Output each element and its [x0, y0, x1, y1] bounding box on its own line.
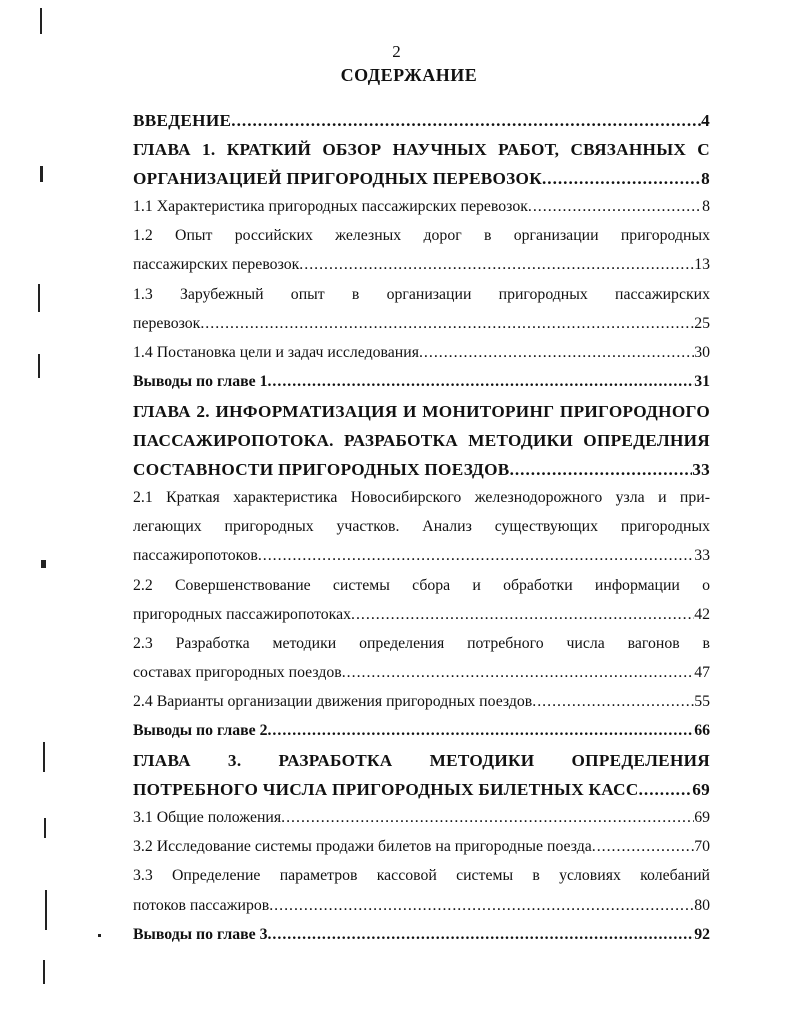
toc-line-text: ПОТРЕБНОГО ЧИСЛА ПРИГОРОДНЫХ БИЛЕТНЫХ КАСС	[133, 780, 639, 800]
toc-line-text: пассажирских перевозок	[133, 256, 300, 274]
toc-line	[133, 431, 710, 460]
toc-line	[133, 838, 710, 867]
toc-line	[133, 460, 710, 489]
toc-line	[133, 751, 710, 780]
toc-page-number: 69	[694, 809, 710, 827]
toc-dot-leader	[528, 198, 702, 216]
toc-line-text: ОРГАНИЗАЦИЕЙ ПРИГОРОДНЫХ ПЕРЕВОЗОК	[133, 169, 542, 189]
toc-dot-leader	[258, 547, 694, 565]
toc-page-number: 80	[694, 896, 710, 914]
toc-line	[133, 926, 710, 955]
toc-dot-leader	[351, 606, 694, 624]
toc-dot-leader	[200, 315, 694, 333]
toc-line-text: ГЛАВА 3. РАЗРАБОТКА МЕТОДИКИ ОПРЕДЕЛЕНИЯ	[133, 751, 710, 771]
toc-line	[133, 518, 710, 547]
toc-line-text: 3.2 Исследование системы продажи билетов на пригородные поезда	[133, 838, 592, 856]
toc-page-number: 47	[694, 663, 710, 681]
toc-page-number: 69	[692, 780, 710, 800]
toc-line-text: легающих пригородных участков. Анализ существующих пригородных	[133, 518, 710, 536]
toc-line	[133, 111, 710, 140]
toc-page-number: 92	[694, 925, 710, 943]
toc-line	[133, 315, 710, 344]
toc-line	[133, 402, 710, 431]
toc-page-number: 8	[702, 198, 710, 216]
toc-line	[133, 780, 710, 809]
toc-page-number: 66	[694, 721, 710, 739]
toc-page-number: 33	[692, 460, 710, 480]
toc-page-number: 70	[694, 838, 710, 856]
toc-page-number: 33	[694, 547, 710, 565]
toc-dot-leader	[267, 926, 694, 944]
toc-line	[133, 635, 710, 664]
toc-line	[133, 140, 710, 169]
toc-dot-leader	[281, 809, 694, 827]
toc-dot-leader	[542, 169, 701, 189]
toc-line-text: пассажиропотоков	[133, 547, 258, 565]
toc-dot-leader	[419, 344, 694, 362]
toc-page-number: 31	[694, 372, 710, 390]
toc-line-text: ГЛАВА 1. КРАТКИЙ ОБЗОР НАУЧНЫХ РАБОТ, СВЯЗАННЫХ С	[133, 140, 710, 160]
toc-line-text: 3.1 Общие положения	[133, 809, 282, 827]
toc-line	[133, 286, 710, 315]
scan-mark	[43, 742, 45, 772]
toc-page-number: 55	[694, 692, 710, 710]
toc-line	[133, 722, 710, 751]
toc-line	[133, 489, 710, 518]
toc-dot-leader	[342, 664, 694, 682]
toc-line-text: составах пригородных поездов	[133, 663, 342, 681]
toc-dot-leader	[231, 111, 701, 131]
toc-line	[133, 693, 710, 722]
toc-line	[133, 169, 710, 198]
toc-line	[133, 577, 710, 606]
toc-line	[133, 897, 710, 926]
toc-line-text: ВВЕДЕНИЕ	[133, 111, 232, 130]
toc-dot-leader	[592, 838, 694, 856]
toc-line-text: 2.3 Разработка методики определения потребного числа вагонов в	[133, 634, 710, 652]
scan-mark	[44, 818, 46, 838]
toc-line-text: 1.2 Опыт российских железных дорог в организации пригородных	[133, 227, 710, 245]
toc-dot-leader	[267, 373, 694, 391]
scan-mark	[40, 8, 42, 34]
toc-line	[133, 547, 710, 576]
toc-line-text: 2.2 Совершенствование системы сбора и обработки информации о	[133, 576, 710, 594]
toc-page-number: 25	[694, 314, 710, 332]
toc-line-text: ПАССАЖИРОПОТОКА. РАЗРАБОТКА МЕТОДИКИ ОПРЕДЕЛНИЯ	[133, 431, 710, 451]
table-of-contents	[133, 111, 710, 955]
toc-page-number: 30	[694, 343, 710, 361]
toc-dot-leader	[267, 722, 694, 740]
toc-line-text: 1.3 Зарубежный опыт в организации пригородных пассажирских	[133, 285, 710, 303]
toc-line	[133, 664, 710, 693]
toc-page-number: 13	[694, 256, 710, 274]
toc-line-text: 1.4 Постановка цели и задач исследования	[133, 343, 419, 361]
scan-mark	[38, 284, 40, 312]
toc-line-text: 1.1 Характеристика пригородных пассажирских перевозок	[133, 198, 528, 216]
toc-line-text: СОСТАВНОСТИ ПРИГОРОДНЫХ ПОЕЗДОВ	[133, 460, 510, 480]
toc-line-text: 3.3 Определение параметров кассовой системы в условиях колебаний	[133, 867, 710, 885]
toc-line	[133, 867, 710, 896]
toc-line-text: Выводы по главе 2	[133, 721, 268, 739]
toc-line	[133, 256, 710, 285]
toc-dot-leader	[639, 780, 693, 800]
toc-line	[133, 198, 710, 227]
toc-dot-leader	[532, 693, 694, 711]
toc-line-text: перевозок	[133, 314, 201, 332]
toc-page-number: 8	[701, 169, 710, 189]
scan-mark	[45, 890, 47, 930]
toc-line-text: потоков пассажиров	[133, 896, 270, 914]
toc-page-number: 4	[701, 111, 710, 130]
toc-page-number: 42	[694, 605, 710, 623]
toc-dot-leader	[510, 460, 693, 480]
toc-line-text: Выводы по главе 3	[133, 925, 268, 943]
toc-line	[133, 809, 710, 838]
toc-line-text: пригородных пассажиропотоках	[133, 605, 352, 623]
toc-line-text: Выводы по главе 1	[133, 372, 268, 390]
scan-mark	[98, 934, 101, 937]
page-number: 2	[392, 42, 401, 61]
toc-line-text: 2.1 Краткая характеристика Новосибирского железнодорожного узла и при-	[133, 489, 710, 507]
scan-mark	[38, 354, 40, 378]
toc-dot-leader	[299, 256, 694, 274]
toc-line	[133, 344, 710, 373]
scan-mark	[40, 166, 43, 182]
scan-mark	[41, 560, 46, 568]
toc-line	[133, 227, 710, 256]
toc-line	[133, 606, 710, 635]
toc-dot-leader	[269, 897, 694, 915]
toc-line	[133, 373, 710, 402]
toc-line-text: ГЛАВА 2. ИНФОРМАТИЗАЦИЯ И МОНИТОРИНГ ПРИГОРОДНОГО	[133, 401, 710, 421]
scan-mark	[43, 960, 45, 984]
toc-line-text: 2.4 Варианты организации движения пригородных поездов	[133, 692, 533, 710]
document-title: СОДЕРЖАНИЕ	[340, 65, 478, 85]
